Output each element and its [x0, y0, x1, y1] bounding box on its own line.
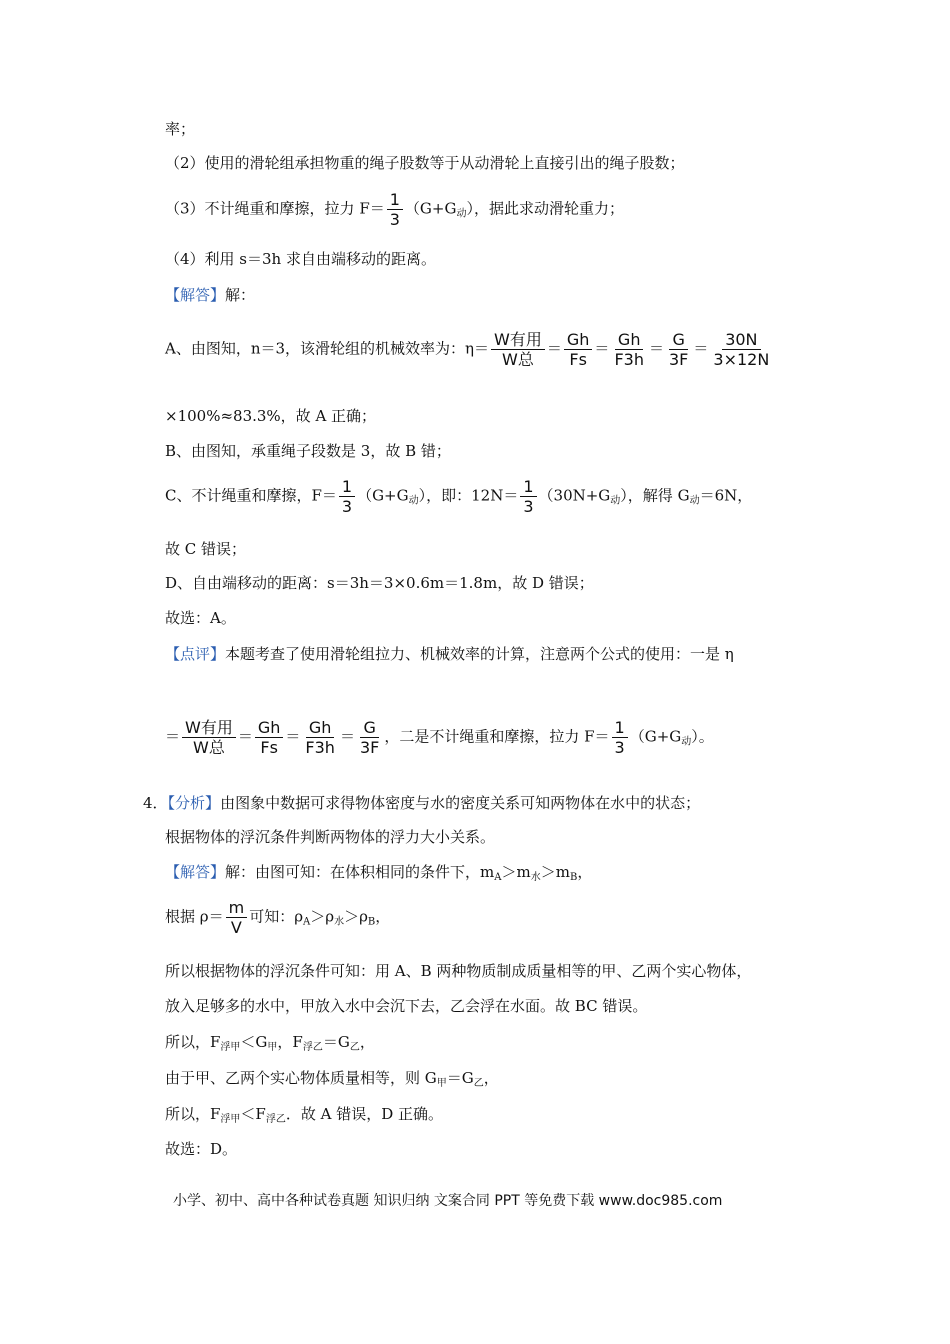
answer-tag: 【解答】: [165, 863, 226, 881]
formula-line: [165, 898, 390, 937]
text: 由于甲、乙两个实心物体质量相等，则 G: [165, 1069, 437, 1087]
text: ），解得 G: [620, 486, 690, 505]
numerator: 1: [520, 477, 536, 497]
text: ＝: [165, 727, 181, 746]
fraction: [564, 330, 593, 369]
numerator: 1: [612, 718, 628, 738]
question-4-analysis: [143, 792, 700, 814]
text: （G+G: [404, 199, 457, 218]
page-footer: 小学、初中、高中各种试卷真题 知识归纳 文案合同 PPT 等免费下载 www.doc985.com: [173, 1193, 723, 1209]
fraction: [182, 718, 236, 757]
text: ），据此求动滑轮重力；: [466, 199, 624, 218]
numerator: Gh: [306, 718, 335, 738]
text: ）。: [691, 727, 714, 746]
text-line: [165, 1031, 375, 1059]
text: ，: [483, 1069, 499, 1087]
subscript: 动: [610, 495, 621, 507]
text: ＜G: [240, 1033, 268, 1051]
text-line: 率；: [165, 120, 196, 138]
numerator: G: [669, 330, 687, 350]
comment-tag: 【点评】: [165, 645, 226, 663]
text: ＞m: [501, 863, 531, 881]
fraction: [226, 898, 248, 937]
fraction: [255, 718, 284, 757]
fraction: [302, 718, 338, 757]
text-line: [165, 1103, 443, 1131]
text-line: [165, 1067, 499, 1095]
subscript: 浮乙: [302, 1042, 323, 1053]
denominator: 3: [389, 210, 400, 229]
numerator: 30N: [722, 330, 760, 350]
text: 解：由图可知：在体积相同的条件下，m: [225, 863, 495, 881]
text: 所以，F: [165, 1033, 221, 1051]
text-line: （2）使用的滑轮组承担物重的绳子股数等于从动滑轮上直接引出的绳子股数；: [165, 154, 685, 172]
denominator: W总: [502, 350, 534, 369]
fraction: [710, 330, 772, 369]
text: 可知：ρ: [249, 907, 304, 926]
denominator: W总: [193, 738, 225, 757]
text: 解：: [225, 286, 256, 304]
subscript: 甲: [267, 1042, 278, 1053]
text: ＞ρ: [344, 907, 368, 926]
text: ＝G: [322, 1033, 350, 1051]
text: （G+G: [357, 486, 409, 505]
text: 根据 ρ＝: [165, 907, 224, 926]
denominator: 3: [341, 497, 353, 516]
formula-line: A、由图知，n＝3，该滑轮组的机械效率为：η＝ $\frac{\text{W有用}}{\text{W总}}$ ＝ $\frac{Gh}{Fs}$ ＝ $\frac{Gh}{F3h}$ ＝ $\frac{G}{3F}$ ＝ $\frac{30N}{3\times 12N}$: [165, 330, 774, 369]
text-line: [165, 643, 734, 665]
formula-line: [165, 477, 752, 516]
denominator: 3: [523, 497, 534, 516]
subscript: 浮甲: [220, 1114, 241, 1125]
subscript: A: [303, 916, 311, 928]
text: ＝G: [446, 1069, 474, 1087]
subscript: 浮乙: [265, 1114, 286, 1125]
text-line: [165, 284, 255, 306]
text-line: [165, 190, 624, 229]
numerator: m: [226, 898, 248, 918]
subscript: 水: [530, 872, 541, 883]
text-line: D、自由端移动的距离：s＝3h＝3×0.6m＝1.8m，故 D 错误；: [165, 574, 594, 592]
text-line: [165, 861, 592, 889]
fraction: [491, 330, 545, 369]
text-line: 故选：D。: [165, 1140, 238, 1158]
fraction: [612, 718, 628, 757]
fraction: [666, 330, 691, 369]
numerator: W有用: [182, 718, 236, 738]
numerator: G: [360, 718, 378, 738]
text-line: 放入足够多的水中，甲放入水中会沉下去，乙会浮在水面。故 BC 错误。: [165, 997, 648, 1015]
fraction: [387, 190, 403, 229]
denominator: 3F: [359, 738, 380, 757]
subscript: B: [367, 916, 376, 928]
text: ，F: [277, 1033, 303, 1051]
text-line: B、由图知，承重绳子段数是 3，故 B 错；: [165, 442, 451, 460]
text-line: 故选：A。: [165, 609, 236, 627]
text: 本题考查了使用滑轮组拉力、机械效率的计算，注意两个公式的使用：一是 η: [225, 645, 734, 663]
denominator: 3: [614, 738, 625, 757]
subscript: 甲: [436, 1078, 447, 1089]
fraction: [339, 477, 355, 516]
subscript: B: [569, 872, 578, 883]
text-line: ×100%≈83.3%，故 A 正确；: [165, 407, 377, 425]
numerator: Gh: [255, 718, 284, 738]
subscript: 乙: [349, 1042, 360, 1053]
subscript: 动: [456, 208, 467, 220]
text-line: 故 C 错误；: [165, 540, 247, 558]
numerator: Gh: [615, 330, 644, 350]
denominator: 3×12N: [713, 350, 770, 369]
text: ＞m: [540, 863, 570, 881]
text-line: （4）利用 s＝3h 求自由端移动的距离。: [165, 250, 436, 268]
formula-line: ＝ $\frac{\text{W有用}}{\text{W总}}$ ＝ $\frac{Gh}{Fs}$ ＝ $\frac{Gh}{F3h}$ ＝ $\frac{G}{3F}$ ，二是不计绳重和摩擦，拉力 F＝ $\frac{1}{3}$ $(G+G_动)$。: [165, 718, 714, 757]
text-line: 根据物体的浮沉条件判断两物体的浮力大小关系。: [165, 828, 496, 846]
text: ＜F: [240, 1105, 266, 1123]
fraction: [611, 330, 647, 369]
numerator: Gh: [564, 330, 593, 350]
subscript: 动: [408, 495, 419, 507]
subscript: 动: [689, 495, 700, 507]
numerator: W有用: [491, 330, 545, 350]
text: 由图象中数据可求得物体密度与水的密度关系可知两物体在水中的状态；: [220, 794, 701, 812]
text: C、不计绳重和摩擦，F＝: [165, 486, 337, 505]
text: ＞ρ: [310, 907, 335, 926]
denominator: Fs: [569, 350, 587, 369]
text-line: 所以根据物体的浮沉条件可知：用 A、B 两种物质制成质量相等的甲、乙两个实心物体，: [165, 962, 752, 980]
denominator: Fs: [260, 738, 278, 757]
text: 所以，F: [165, 1105, 221, 1123]
text: ），即：12N＝: [418, 486, 519, 505]
question-number: 4．: [143, 794, 168, 812]
subscript: A: [494, 872, 502, 883]
text: ．故 A 错误，D 正确。: [285, 1105, 444, 1123]
denominator: 3F: [668, 350, 689, 369]
subscript: 水: [334, 916, 345, 928]
text: ＝6N，: [699, 486, 753, 505]
subscript: 乙: [473, 1078, 484, 1089]
denominator: F3h: [305, 738, 335, 757]
numerator: 1: [339, 477, 355, 497]
text: ，: [577, 863, 593, 881]
denominator: V: [230, 918, 242, 937]
numerator: 1: [387, 190, 403, 210]
text: ，二是不计绳重和摩擦，拉力 F＝: [384, 727, 610, 746]
text: ，: [359, 1033, 375, 1051]
fraction: [520, 477, 536, 516]
subscript: 浮甲: [220, 1042, 241, 1053]
subscript: 动: [681, 736, 692, 748]
text: （30N+G: [538, 486, 611, 505]
denominator: F3h: [614, 350, 644, 369]
text: A、由图知，n＝3，该滑轮组的机械效率为：η＝: [165, 339, 490, 358]
text: （3）不计绳重和摩擦，拉力 F＝: [165, 199, 385, 218]
analysis-tag: 【分析】: [167, 794, 221, 812]
fraction: [357, 718, 382, 757]
text: ，: [375, 907, 391, 926]
text: （G+G: [629, 727, 682, 746]
answer-tag: 【解答】: [165, 286, 226, 304]
